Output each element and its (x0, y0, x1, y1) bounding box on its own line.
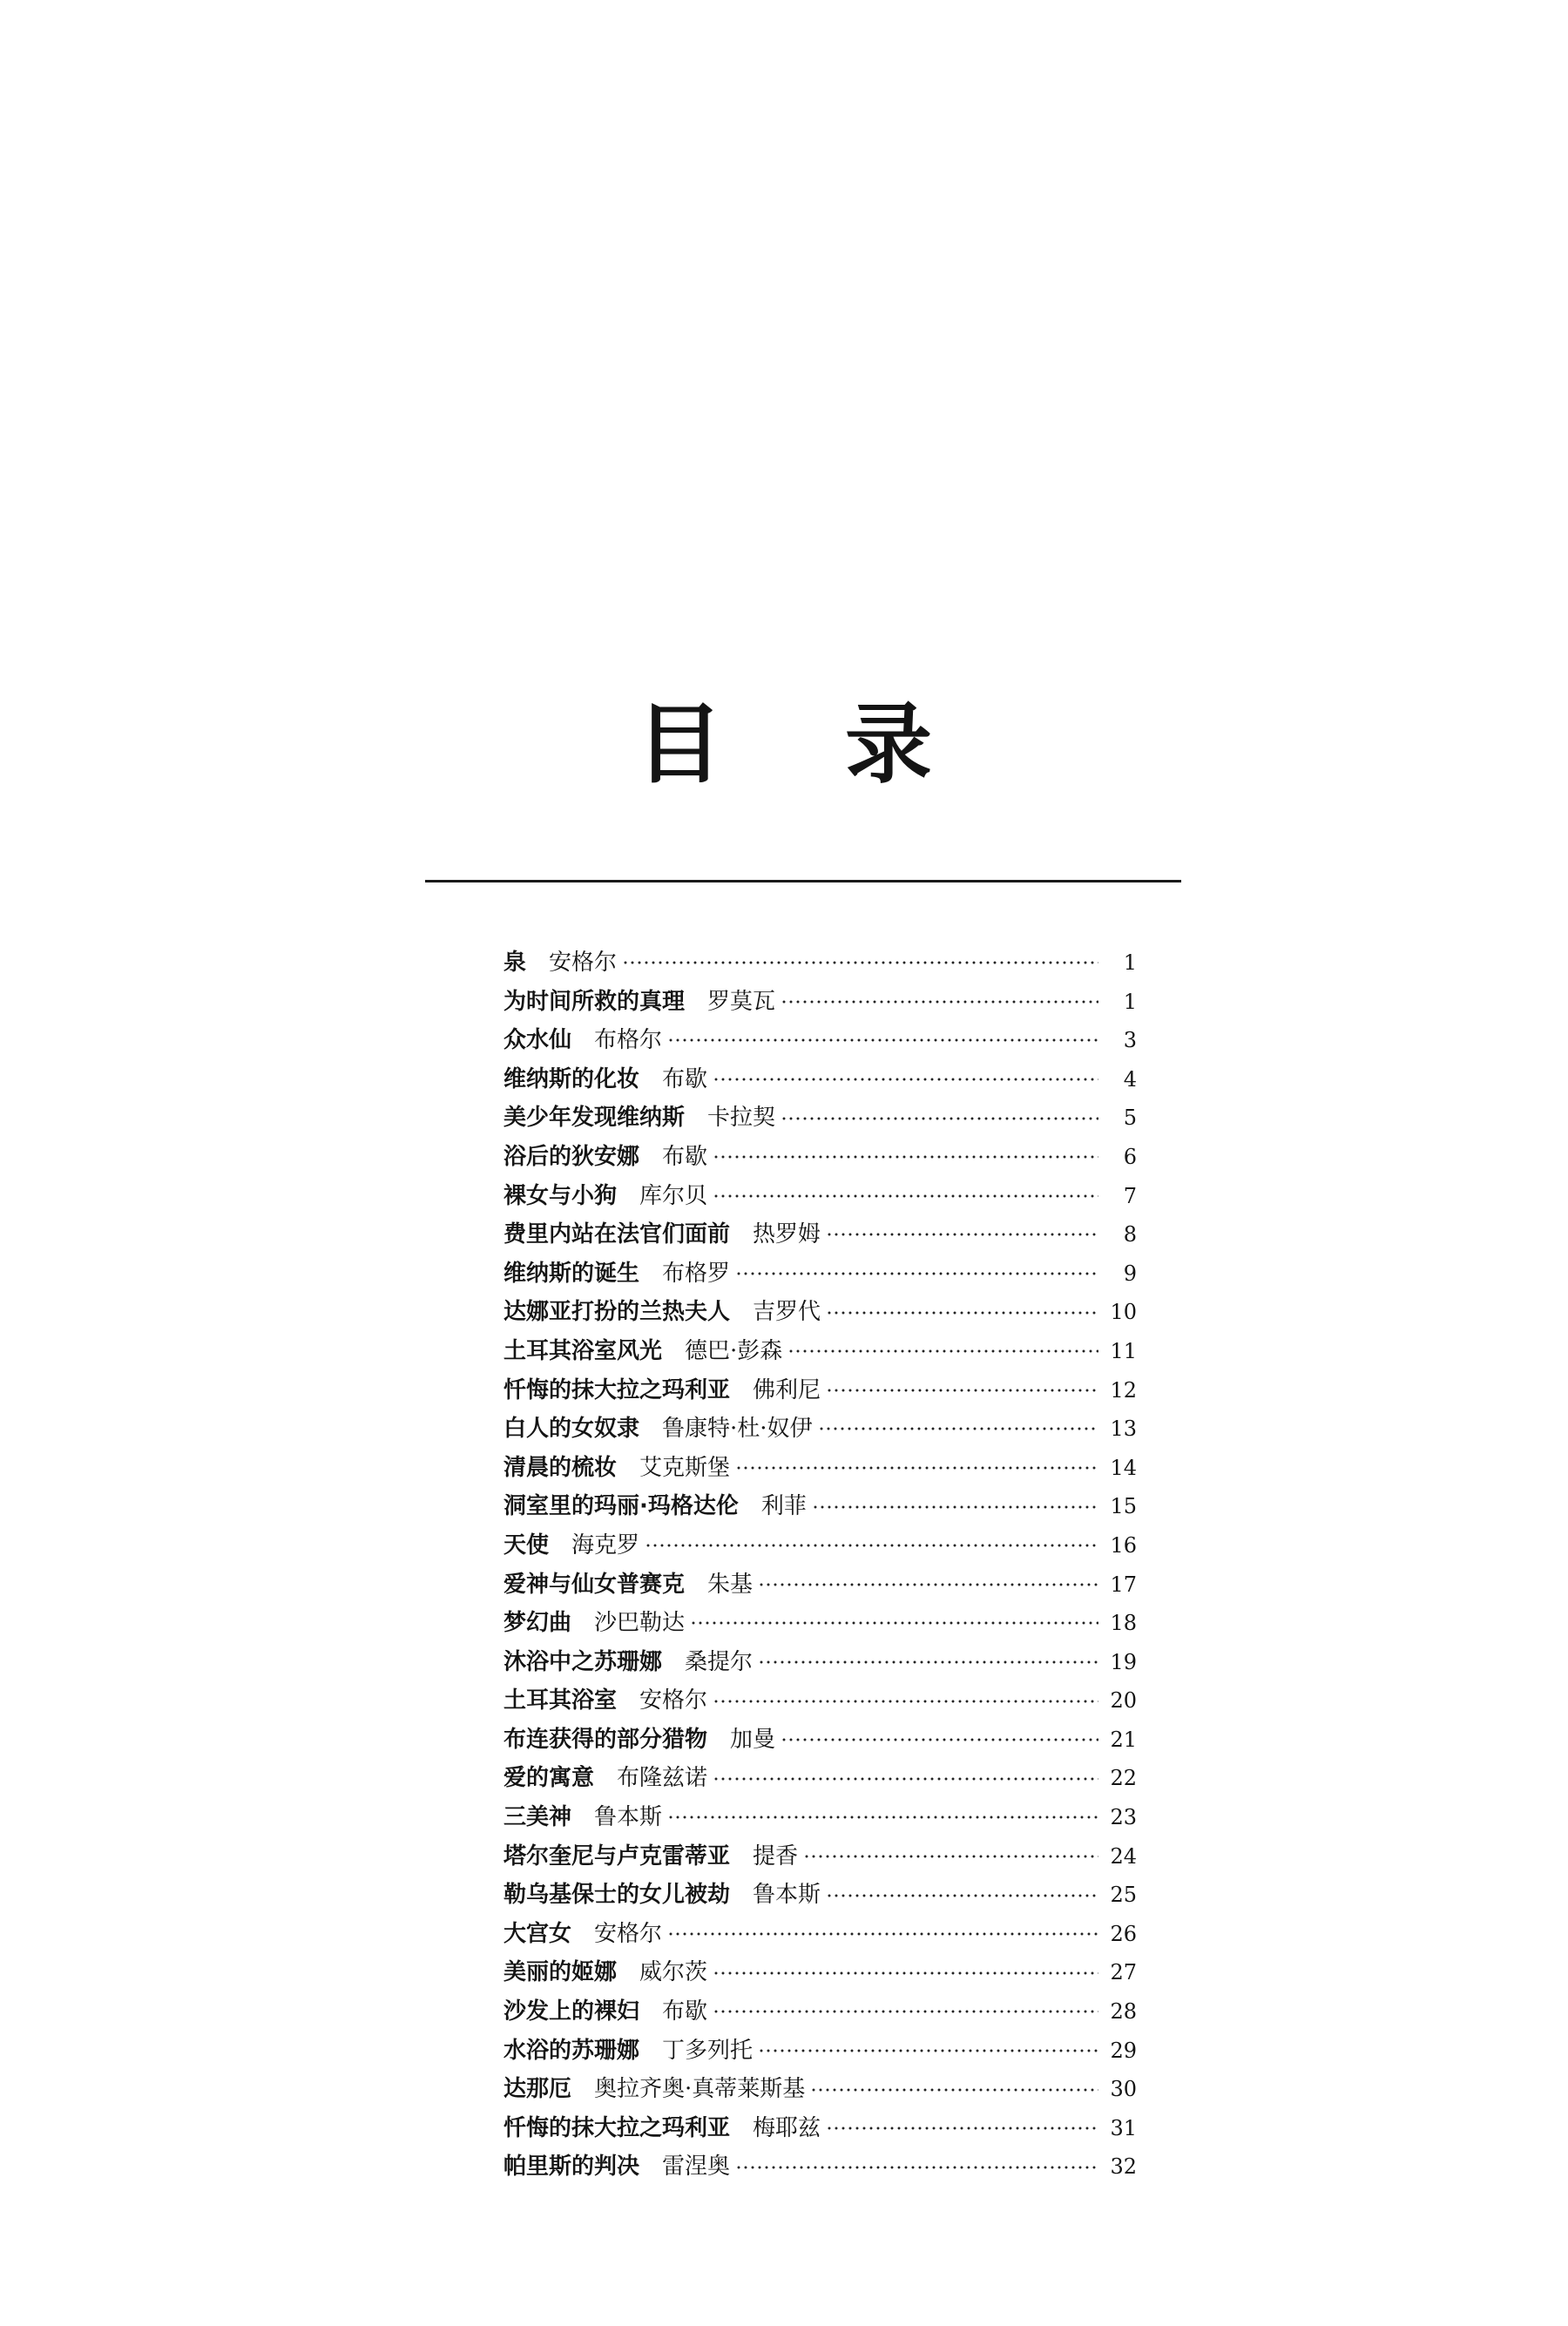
toc-entry[interactable] (504, 1526, 1137, 1565)
toc-entry-page-number: 10 (1110, 1300, 1137, 1325)
toc-entry[interactable] (504, 1759, 1137, 1798)
toc-entry-author: 德巴·彭森 (685, 1337, 783, 1364)
toc-entry-title: 洞室里的玛丽·玛格达伦 (504, 1493, 739, 1520)
toc-entry-author: 利菲 (760, 1493, 807, 1520)
toc-entry[interactable] (504, 1060, 1137, 1099)
title-divider (425, 880, 1181, 882)
toc-entry-author: 布格尔 (594, 1027, 663, 1054)
toc-entry-author: 安格尔 (549, 950, 618, 976)
toc-entry-title: 清晨的梳妆 (504, 1454, 618, 1481)
toc-entry-page-number: 13 (1110, 1417, 1137, 1442)
toc-entry[interactable] (504, 2070, 1137, 2109)
toc-entry[interactable] (504, 1099, 1137, 1138)
toc-entry[interactable] (504, 1449, 1137, 1488)
toc-entry-page-number: 19 (1110, 1649, 1137, 1674)
toc-entry-author: 艾克斯堡 (639, 1454, 731, 1481)
toc-entry-page-number: 8 (1123, 1222, 1137, 1248)
toc-entry-title: 塔尔奎尼与卢克雷蒂亚 (504, 1843, 731, 1870)
toc-entry-title: 众水仙 (504, 1027, 572, 1054)
toc-dot-leader (803, 1854, 1098, 1859)
toc-entry-page-number: 18 (1110, 1611, 1137, 1636)
toc-entry-page-number: 25 (1110, 1883, 1137, 1908)
toc-entry-author: 丁多列托 (662, 2037, 754, 2064)
toc-entry[interactable] (504, 2147, 1137, 2187)
toc-dot-leader (735, 1271, 1098, 1276)
toc-entry-author: 雷涅奥 (662, 2154, 731, 2181)
toc-entry[interactable] (504, 1138, 1137, 1177)
toc-entry-author: 卡拉契 (707, 1105, 776, 1132)
toc-entry-author: 布隆兹诺 (617, 1765, 708, 1792)
toc-entry-author: 梅耶兹 (753, 2114, 821, 2141)
toc-entry-page-number: 1 (1123, 989, 1137, 1014)
toc-dot-leader (713, 1699, 1098, 1704)
toc-entry[interactable] (504, 943, 1137, 983)
toc-entry[interactable] (504, 1332, 1137, 1371)
toc-entry[interactable] (504, 1487, 1137, 1526)
toc-entry[interactable] (504, 2032, 1137, 2071)
toc-dot-leader (826, 1310, 1098, 1315)
toc-entry[interactable] (504, 983, 1137, 1022)
toc-entry-page-number: 3 (1123, 1028, 1137, 1053)
toc-entry[interactable] (504, 1293, 1137, 1332)
toc-entry-author: 库尔贝 (639, 1182, 708, 1209)
toc-dot-leader (758, 1660, 1098, 1665)
toc-entry[interactable] (504, 1565, 1137, 1605)
toc-entry-title: 沙发上的裸妇 (504, 1998, 640, 2025)
toc-entry-page-number: 15 (1110, 1494, 1137, 1519)
toc-entry-title: 美少年发现维纳斯 (504, 1105, 686, 1132)
toc-entry-page-number: 26 (1110, 1921, 1137, 1946)
toc-entry-author: 朱基 (707, 1571, 754, 1598)
toc-entry[interactable] (504, 1604, 1137, 1643)
toc-entry-title: 布连获得的部分猎物 (504, 1726, 708, 1753)
toc-entry-title: 为时间所救的真理 (504, 988, 686, 1015)
toc-entry-author: 鲁本斯 (753, 1882, 821, 1909)
toc-entry-author: 佛利尼 (753, 1376, 821, 1403)
toc-dot-leader (713, 1077, 1098, 1082)
toc-dot-leader (667, 1815, 1098, 1820)
toc-entry-title: 土耳其浴室 (504, 1687, 618, 1714)
toc-dot-leader (826, 1893, 1098, 1898)
toc-dot-leader (690, 1620, 1098, 1626)
toc-dot-leader (812, 1504, 1098, 1510)
toc-dot-leader (713, 1154, 1098, 1160)
toc-dot-leader (781, 1737, 1098, 1742)
toc-entry-title: 天使 (504, 1532, 550, 1559)
toc-entry-title: 大宫女 (504, 1920, 572, 1947)
toc-entry[interactable] (504, 1410, 1137, 1449)
toc-dot-leader (735, 2165, 1098, 2170)
toc-entry-title: 爱神与仙女普赛克 (504, 1571, 686, 1598)
toc-entry-title: 泉 (504, 950, 527, 976)
toc-entry[interactable] (504, 1798, 1137, 1837)
toc-entry-page-number: 11 (1110, 1338, 1137, 1363)
toc-entry-title: 裸女与小狗 (504, 1182, 618, 1209)
toc-entry-author: 桑提尔 (685, 1648, 754, 1675)
toc-entry-author: 安格尔 (594, 1920, 663, 1947)
toc-entry[interactable] (504, 1681, 1137, 1721)
toc-entry-page-number: 14 (1110, 1455, 1137, 1480)
toc-entry[interactable] (504, 1876, 1137, 1915)
toc-entry[interactable] (504, 1643, 1137, 1682)
toc-entry[interactable] (504, 1837, 1137, 1876)
toc-entry-author: 沙巴勒达 (594, 1610, 686, 1637)
toc-entry-page-number: 28 (1110, 1999, 1137, 2025)
page-title (0, 693, 1568, 795)
page-title-char: 录 (845, 693, 932, 795)
toc-entry-page-number: 27 (1110, 1960, 1137, 1985)
toc-entry-title: 水浴的苏珊娜 (504, 2037, 640, 2064)
toc-entry-page-number: 22 (1110, 1766, 1137, 1791)
toc-entry-title: 忏悔的抹大拉之玛利亚 (504, 2114, 731, 2141)
toc-dot-leader (667, 1038, 1098, 1043)
toc-entry[interactable] (504, 1021, 1137, 1060)
toc-entry-title: 爱的寓意 (504, 1765, 595, 1792)
toc-entry-page-number: 7 (1123, 1183, 1137, 1208)
toc-entry[interactable] (504, 1721, 1137, 1760)
toc-entry-author: 热罗姆 (753, 1221, 821, 1248)
toc-entry-author: 鲁本斯 (594, 1804, 663, 1831)
toc-dot-leader (667, 1931, 1098, 1937)
toc-entry-page-number: 12 (1110, 1377, 1137, 1403)
toc-entry-author: 布歇 (662, 1065, 708, 1092)
toc-entry-title: 沐浴中之苏珊娜 (504, 1648, 663, 1675)
toc-entry-title: 帕里斯的判决 (504, 2154, 640, 2181)
toc-dot-leader (758, 1582, 1098, 1587)
page-title-char: 目 (636, 693, 723, 795)
toc-entry-page-number: 24 (1110, 1843, 1137, 1869)
toc-dot-leader (622, 960, 1098, 965)
toc-entry-title: 勒乌基保士的女儿被劫 (504, 1882, 731, 1909)
toc-entry-author: 布格罗 (662, 1260, 731, 1287)
toc-entry-page-number: 16 (1110, 1532, 1137, 1558)
toc-entry-title: 费里内站在法官们面前 (504, 1221, 731, 1248)
toc-dot-leader (787, 1349, 1098, 1354)
toc-entry-author: 布歇 (662, 1998, 708, 2025)
toc-dot-leader (713, 1193, 1098, 1199)
toc-entry-author: 罗莫瓦 (707, 988, 776, 1015)
toc-entry-title: 维纳斯的诞生 (504, 1260, 640, 1287)
toc-entry-title: 浴后的狄安娜 (504, 1143, 640, 1170)
toc-dot-leader (826, 1232, 1098, 1237)
toc-entry-author: 威尔茨 (639, 1959, 708, 1986)
table-of-contents (504, 943, 1137, 2187)
toc-entry-author: 加曼 (730, 1726, 776, 1753)
toc-dot-leader (781, 1116, 1098, 1121)
toc-entry[interactable] (504, 1371, 1137, 1410)
toc-dot-leader (826, 1388, 1098, 1393)
toc-dot-leader (735, 1465, 1098, 1471)
toc-entry[interactable] (504, 1953, 1137, 1992)
toc-entry-page-number: 31 (1110, 2115, 1137, 2140)
toc-entry-author: 吉罗代 (753, 1299, 821, 1326)
toc-entry-page-number: 32 (1110, 2154, 1137, 2180)
toc-entry-title: 达那厄 (504, 2076, 572, 2103)
toc-entry-title: 维纳斯的化妆 (504, 1065, 640, 1092)
toc-entry-author: 海克罗 (571, 1532, 640, 1559)
toc-entry[interactable] (504, 2109, 1137, 2148)
toc-entry-page-number: 21 (1110, 1727, 1137, 1752)
toc-entry-title: 美丽的姬娜 (504, 1959, 618, 1986)
toc-entry-page-number: 23 (1110, 1805, 1137, 1830)
toc-entry-author: 布歇 (662, 1143, 708, 1170)
toc-dot-leader (826, 2126, 1098, 2131)
toc-entry-page-number: 4 (1123, 1066, 1137, 1092)
toc-entry-title: 忏悔的抹大拉之玛利亚 (504, 1376, 731, 1403)
toc-dot-leader (713, 1971, 1098, 1976)
toc-dot-leader (645, 1543, 1098, 1548)
toc-dot-leader (713, 2009, 1098, 2014)
toc-entry[interactable] (504, 1177, 1137, 1216)
toc-entry-author: 提香 (753, 1843, 799, 1870)
toc-entry-author: 鲁康特·杜·奴伊 (662, 1416, 813, 1443)
toc-entry-title: 三美神 (504, 1804, 572, 1831)
toc-entry[interactable] (504, 1215, 1137, 1254)
toc-entry-page-number: 1 (1123, 950, 1137, 975)
toc-dot-leader (713, 1776, 1098, 1782)
toc-dot-leader (810, 2087, 1098, 2093)
toc-entry-page-number: 6 (1123, 1144, 1137, 1169)
toc-entry-page-number: 5 (1123, 1106, 1137, 1131)
toc-entry[interactable] (504, 1915, 1137, 1954)
toc-dot-leader (758, 2048, 1098, 2053)
toc-dot-leader (818, 1426, 1098, 1431)
toc-entry[interactable] (504, 1992, 1137, 2032)
toc-entry[interactable] (504, 1254, 1137, 1294)
toc-entry-page-number: 30 (1110, 2077, 1137, 2102)
toc-entry-author: 安格尔 (639, 1687, 708, 1714)
toc-entry-title: 土耳其浴室风光 (504, 1337, 663, 1364)
toc-dot-leader (781, 999, 1098, 1004)
toc-entry-page-number: 20 (1110, 1688, 1137, 1714)
toc-entry-page-number: 9 (1123, 1261, 1137, 1286)
toc-entry-title: 梦幻曲 (504, 1610, 572, 1637)
toc-entry-page-number: 29 (1110, 2038, 1137, 2063)
toc-entry-author: 奥拉齐奥·真蒂莱斯基 (594, 2076, 806, 2103)
toc-entry-title: 达娜亚打扮的兰热夫人 (504, 1299, 731, 1326)
toc-entry-title: 白人的女奴隶 (504, 1416, 640, 1443)
toc-entry-page-number: 17 (1110, 1572, 1137, 1597)
